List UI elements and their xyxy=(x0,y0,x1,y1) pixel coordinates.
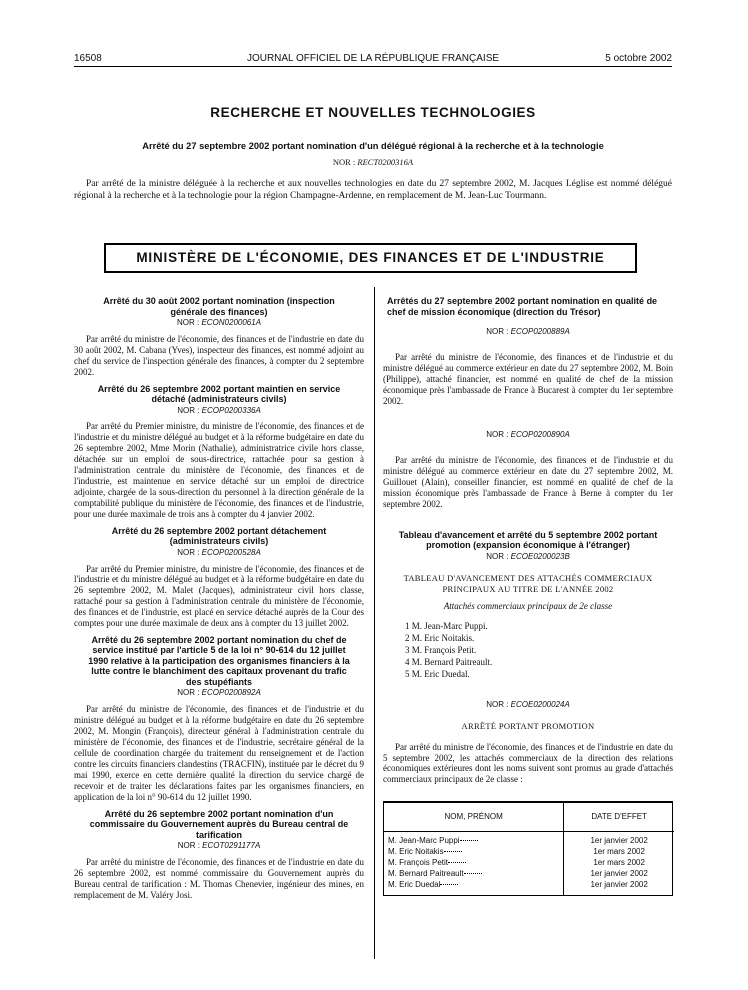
article-title: Arrêté du 26 septembre 2002 portant nomination d'un commissaire du Gouvernement auprès du Bureau central de tarification xyxy=(89,808,349,840)
header-rule xyxy=(74,66,672,67)
article-title: Arrêté du 26 septembre 2002 portant détachement (administrateurs civils) xyxy=(111,525,327,547)
article-text: Par arrêté du ministre de l'économie, des finances et de l'industrie en date du 30 août 2002, M. Cabana (Yves), inspecteur des finances, est nommé adjoint au chef du service de l'inspection générale des finances, à compter du 2 septembre 2002. xyxy=(74,333,364,377)
column-divider xyxy=(374,287,375,959)
issue-date: 5 octobre 2002 xyxy=(605,53,672,64)
nor-label: NOR : xyxy=(486,551,509,561)
nor-code: ECOP0200890A xyxy=(510,430,570,440)
nor-reference xyxy=(74,841,364,852)
nor-label: NOR : xyxy=(486,430,509,440)
nor-code: ECOP0200889A xyxy=(510,327,570,336)
list-item: 1 M. Jean-Marc Puppi. xyxy=(405,620,488,631)
column-header-date: DATE D'EFFET xyxy=(564,803,674,832)
nor-reference xyxy=(383,430,673,441)
article-text: Par arrêté de la ministre déléguée à la recherche et aux nouvelles technologies en date du 27 septembre 2002, M. Jacques Léglise est nommé délégué régional à la recherche et à la technologie pour la région Champagne-Ardenne, en remplacement de M. Jean-Luc Tourmann. xyxy=(74,179,672,201)
promotion-table xyxy=(383,801,673,896)
article-text: Par arrêté du ministre de l'économie, des finances et de l'industrie en date du 5 septembre 2002, les attachés commerciaux de la direction des relations économiques extérieures dont les noms suivent sont promus au grade d'attachés commerciaux principaux de 2e classe : xyxy=(383,741,673,785)
right-column xyxy=(383,296,673,896)
leader-dots xyxy=(448,862,466,863)
arrete-heading: ARRÊTÉ PORTANT PROMOTION xyxy=(461,720,595,731)
cell-text: M. François Petit xyxy=(388,858,449,868)
table-cell-date: 1er janvier 2002 xyxy=(590,836,648,846)
cell-text: M. Eric Noitakis xyxy=(388,847,444,857)
article-text: Par arrêté du ministre de l'économie, des finances et de l'industrie et du ministre délégué au commerce extérieur en date du 27 septembre 2002, M. Guillouet (Alain), conseiller financier, est nommé en qualité de chef de la mission économique près l'ambassade de France à Berne à compter du 1er septembre 2002. xyxy=(383,455,673,509)
nor-code: ECOP0200528A xyxy=(201,547,261,557)
article-title: Tableau d'avancement et arrêté du 5 septembre 2002 portant promotion (expansion économique à l'étranger) xyxy=(398,529,658,551)
table-cell-date: 1er janvier 2002 xyxy=(590,869,648,879)
table-cell-date: 1er mars 2002 xyxy=(593,847,645,857)
list-item: 5 M. Eric Duedal. xyxy=(405,668,470,679)
nor-reference xyxy=(383,700,673,711)
left-column xyxy=(74,296,364,901)
article-block xyxy=(74,635,364,803)
nor-code: ECOP0200892A xyxy=(201,688,261,698)
article-block xyxy=(74,296,364,378)
table-row xyxy=(384,880,674,895)
article-text: Par arrêté du ministre de l'économie, des finances et de l'industrie et du ministre délégué au budget et à la réforme budgétaire en date du 26 septembre 2002, M. Mongin (François), directeur général à l'administration centrale du ministère de l'économie, des finances et de l'industrie, secrétaire général de la cellule de coordination chargée du traitement du renseignement et de l'action contre les circuits financiers clandestins (TRACFIN), instituée par le décret du 9 mai 1990, exerce en cette dernière qualité la direction du service chargé de recevoir et de traiter les déclarations faites par les organismes financiers, en application de la loi n° 90-614 du 12 juillet 1990. xyxy=(74,704,364,802)
nor-code: ECOE0200023B xyxy=(510,551,570,561)
table-header-row xyxy=(384,803,674,832)
article-title: Arrêté du 27 septembre 2002 portant nomination d'un délégué régional à la recherche et à la technologie xyxy=(142,141,604,151)
cell-text: M. Jean-Marc Puppi xyxy=(388,836,460,846)
page-number: 16508 xyxy=(74,53,102,64)
leader-dots xyxy=(464,873,482,874)
nor-label: NOR : xyxy=(486,699,509,709)
nor-code: ECOP0200336A xyxy=(201,405,261,415)
article-block xyxy=(74,526,364,629)
tableau-subheading: Attachés commerciaux principaux de 2e classe xyxy=(443,600,613,611)
list-item: 3 M. François Petit. xyxy=(405,644,477,655)
nor-code: RECT0200316A xyxy=(357,157,414,167)
article-text: Par arrêté du Premier ministre, du ministre de l'économie, des finances et de l'industrie et du ministre délégué au budget et à la réforme budgétaire en date du 26 septembre 2002, M. Malet (Jacques), administrateur civil hors classe, rattaché pour sa gestion à l'administration centrale du ministère de l'économie, des finances et de l'industrie, est placé en service détaché auprès de la Cour des comptes pour une durée maximale de deux ans à compter du 13 juillet 2002. xyxy=(74,563,364,629)
list-item: 4 M. Bernard Paitreault. xyxy=(405,656,493,667)
nor-code: ECOT0291177A xyxy=(202,841,261,850)
article-title: Arrêtés du 27 septembre 2002 portant nomination en qualité de chef de mission économique (direction du Trésor) xyxy=(387,296,658,317)
table-row xyxy=(384,858,674,869)
table-cell-name xyxy=(384,869,564,880)
table-cell-date: 1er mars 2002 xyxy=(593,858,645,868)
ministry-banner: MINISTÈRE DE L'ÉCONOMIE, DES FINANCES ET DE L'INDUSTRIE xyxy=(104,243,637,273)
article-text: Par arrêté du ministre de l'économie, des finances et de l'industrie en date du 26 septembre 2002, est nommé commissaire du Gouvernement auprès du Bureau central de tarification : M. Thomas Chenevier, ingénieur des mines, en remplacement de M. Valéry Josi. xyxy=(74,856,364,900)
table-cell-name xyxy=(384,880,564,895)
nor-label: NOR : xyxy=(176,318,200,327)
leader-dots xyxy=(460,840,478,841)
leader-dots xyxy=(444,851,462,852)
leader-dots xyxy=(440,884,458,885)
article-text: Par arrêté du ministre de l'économie, des finances et de l'industrie et du ministre délégué au commerce extérieur en date du 27 septembre 2002, M. Boin (Philippe), attaché financier, est nommé en qualité de chef de la mission économique près l'ambassade de France à Bucarest à compter du 1er septembre 2002. xyxy=(383,351,673,406)
nor-reference xyxy=(383,552,673,563)
nor-reference xyxy=(383,327,673,338)
nor-reference xyxy=(74,688,364,699)
promotion-table-grid xyxy=(384,803,674,895)
table-row xyxy=(384,869,674,880)
table-row xyxy=(384,832,674,848)
nor-label: NOR : xyxy=(177,688,200,698)
nor-reference xyxy=(74,406,364,417)
nor-label: NOR : xyxy=(177,547,200,557)
article-block xyxy=(74,384,364,520)
nor-label: NOR : xyxy=(486,327,509,336)
article-text: Par arrêté du Premier ministre, du ministre de l'économie, des finances et de l'industrie et du ministre délégué au budget et à la réforme budgétaire en date du 26 septembre 2002, Mme Morin (Nathalie), administratrice civile hors classe, détachée sur un emploi de sous-directrice, rattachée pour sa gestion à l'administration centrale du ministère de l'économie, des finances et de l'industrie, est maintenue en service détaché sur un emploi de directrice adjointe, chargée de la sous-direction du personnel à la direction générale de la comptabilité publique du ministère de l'économie, des finances et de l'industrie, pour une durée maximale de trois ans à compter du 4 janvier 2002. xyxy=(74,421,364,519)
article-title: Arrêté du 26 septembre 2002 portant nomination du chef de service institué par l'article 5 de la loi n° 90-614 du 12 juillet 1990 relative à la participation des organismes financiers à la lutte contre le blanchiment des capitaux provenant du trafic des stupéfiants xyxy=(88,634,350,687)
cell-text: M. Eric Duedal xyxy=(388,880,441,890)
journal-title: JOURNAL OFFICIEL DE LA RÉPUBLIQUE FRANÇAISE xyxy=(246,53,500,64)
table-row xyxy=(384,847,674,858)
nor-code: ECOE0200024A xyxy=(510,699,570,709)
table-cell-name xyxy=(384,858,564,869)
table-cell-date: 1er janvier 2002 xyxy=(590,880,648,890)
article-title: Arrêté du 30 août 2002 portant nomination (inspection générale des finances) xyxy=(103,296,335,317)
article-title: Arrêté du 26 septembre 2002 portant maintien en service détaché (administrateurs civils) xyxy=(97,383,341,405)
article-block xyxy=(74,809,364,901)
nor-label: NOR : xyxy=(177,405,200,415)
nor-reference xyxy=(74,318,364,329)
nor-label: NOR : xyxy=(332,157,356,167)
nor-label: NOR : xyxy=(177,841,200,850)
cell-text: M. Bernard Paitreault xyxy=(388,869,464,879)
tableau-caps-title: TABLEAU D'AVANCEMENT DES ATTACHÉS COMMERCIAUX PRINCIPAUX AU TITRE DE L'ANNÉE 2002 xyxy=(403,572,653,594)
nor-reference xyxy=(74,548,364,559)
nor-code: ECON0200061A xyxy=(201,318,262,327)
section-title-recherche: RECHERCHE ET NOUVELLES TECHNOLOGIES xyxy=(210,105,536,120)
list-item: 2 M. Eric Noitakis. xyxy=(405,632,475,643)
nor-reference xyxy=(74,157,672,167)
column-header-name: NOM, PRÉNOM xyxy=(384,803,564,832)
table-cell-name xyxy=(384,847,564,858)
table-cell-name xyxy=(384,832,564,848)
